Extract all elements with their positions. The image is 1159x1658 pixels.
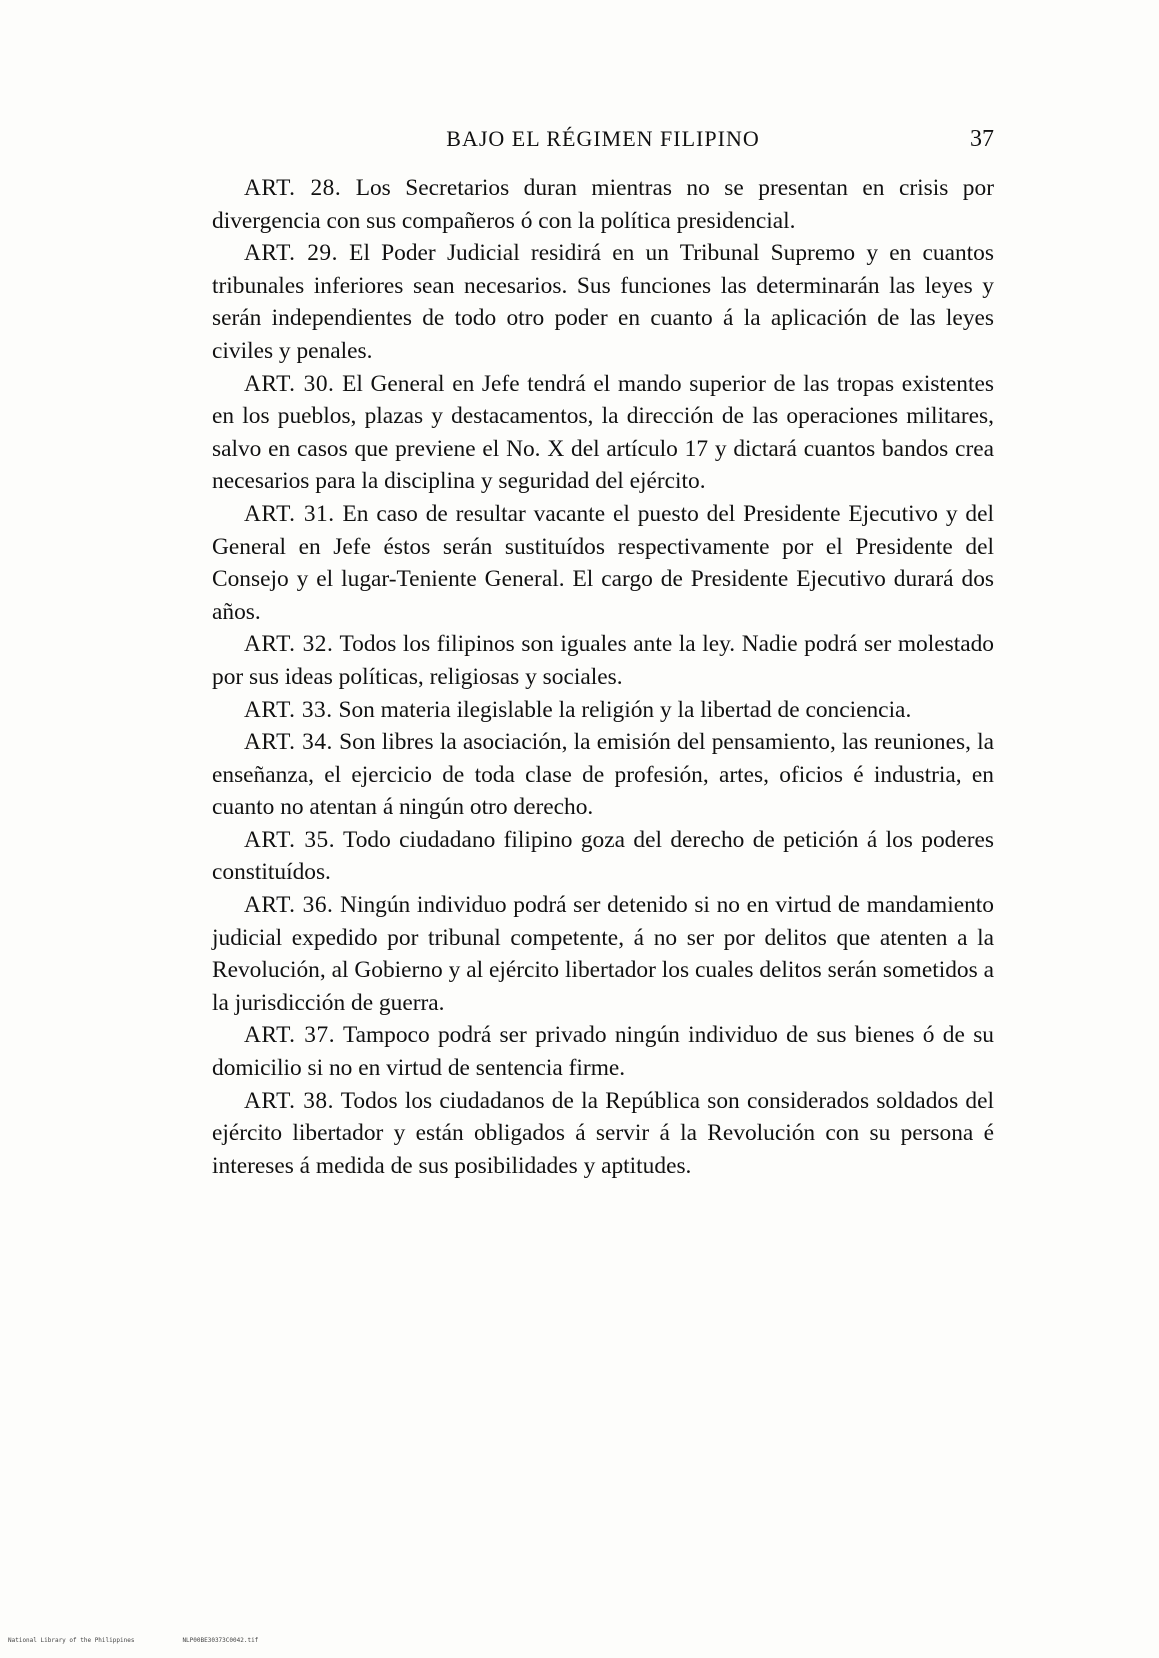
article-text: Los Secretarios duran mientras no se presentan en crisis por divergencia con sus compañeros ó con la política presidencial.	[212, 175, 994, 234]
footer-code: NLP00BE30373C0042.tif	[182, 1637, 259, 1644]
article-label: ART. 28.	[244, 175, 342, 201]
article-31	[212, 498, 994, 628]
footer-library: National Library of the Philippines	[8, 1637, 135, 1644]
article-32	[212, 628, 994, 693]
article-text: Son libres la asociación, la emisión del pensamiento, las reuniones, la enseñanza, el ejercicio de toda clase de profesión, artes, oficios é industria, en cuanto no atentan á ningún otro derecho.	[212, 729, 994, 821]
article-text: Ningún individuo podrá ser detenido si no en virtud de mandamiento judicial expedido por tribunal competente, á no ser por delitos que atenten a la Revolución, al Gobierno y al ejército libertador los cuales delitos serán sometidos a la jurisdicción de guerra.	[212, 892, 994, 1016]
article-33	[212, 694, 994, 727]
article-text: Son materia ilegislable la religión y la libertad de conciencia.	[338, 696, 912, 723]
article-label: ART. 38.	[244, 1087, 334, 1114]
article-label: ART. 35.	[244, 826, 336, 853]
article-36	[212, 889, 994, 1019]
article-label: ART. 34.	[244, 729, 333, 756]
running-title: BAJO EL RÉGIMEN FILIPINO	[446, 126, 760, 151]
body-text	[212, 172, 994, 1182]
page-number: 37	[970, 126, 994, 152]
article-28	[212, 172, 994, 237]
article-text: Todo ciudadano filipino goza del derecho de petición á los poderes constituídos.	[212, 826, 994, 886]
article-label: ART. 33.	[244, 696, 333, 723]
article-label: ART. 36.	[244, 892, 334, 919]
article-29	[212, 237, 994, 367]
article-37	[212, 1019, 994, 1084]
article-text: En caso de resultar vacante el puesto del Presidente Ejecutivo y del General en Jefe éstos serán sustituídos respectivamente por el Presidente del Consejo y el lugar-Teniente General. El cargo de Presidente Ejecutivo durará dos años.	[212, 500, 994, 625]
article-label: ART. 31.	[244, 500, 335, 527]
article-text: Todos los filipinos son iguales ante la ley. Nadie podrá ser molestado por sus ideas políticas, religiosas y sociales.	[212, 631, 994, 690]
article-35	[212, 824, 994, 889]
running-head	[212, 122, 994, 156]
article-text: Todos los ciudadanos de la República son considerados soldados del ejército libertador y están obligados á servir á la Revolución con su persona é intereses á medida de sus posibilidades y aptitudes.	[212, 1087, 994, 1179]
article-34	[212, 726, 994, 824]
article-38	[212, 1085, 994, 1183]
article-30	[212, 368, 994, 498]
scan-footer	[8, 1637, 306, 1644]
article-label: ART. 32.	[244, 631, 334, 658]
article-label: ART. 29.	[244, 240, 338, 267]
article-text: Tampoco podrá ser privado ningún individuo de sus bienes ó de su domicilio si no en virtud de sentencia firme.	[212, 1022, 994, 1082]
article-text: El General en Jefe tendrá el mando superior de las tropas existentes en los pueblos, plazas y destacamentos, la dirección de las operaciones militares, salvo en casos que previene el No. X del artículo 17 y dictará cuantos bandos crea necesarios para la disciplina y seguridad del ejército.	[212, 370, 994, 495]
article-label: ART. 30.	[244, 370, 335, 397]
article-text: El Poder Judicial residirá en un Tribunal Supremo y en cuantos tribunales inferiores sean necesarios. Sus funciones las determinarán las leyes y serán independientes de todo otro poder en cuanto á la aplicación de las leyes civiles y penales.	[212, 240, 994, 364]
article-label: ART. 37.	[244, 1022, 336, 1049]
